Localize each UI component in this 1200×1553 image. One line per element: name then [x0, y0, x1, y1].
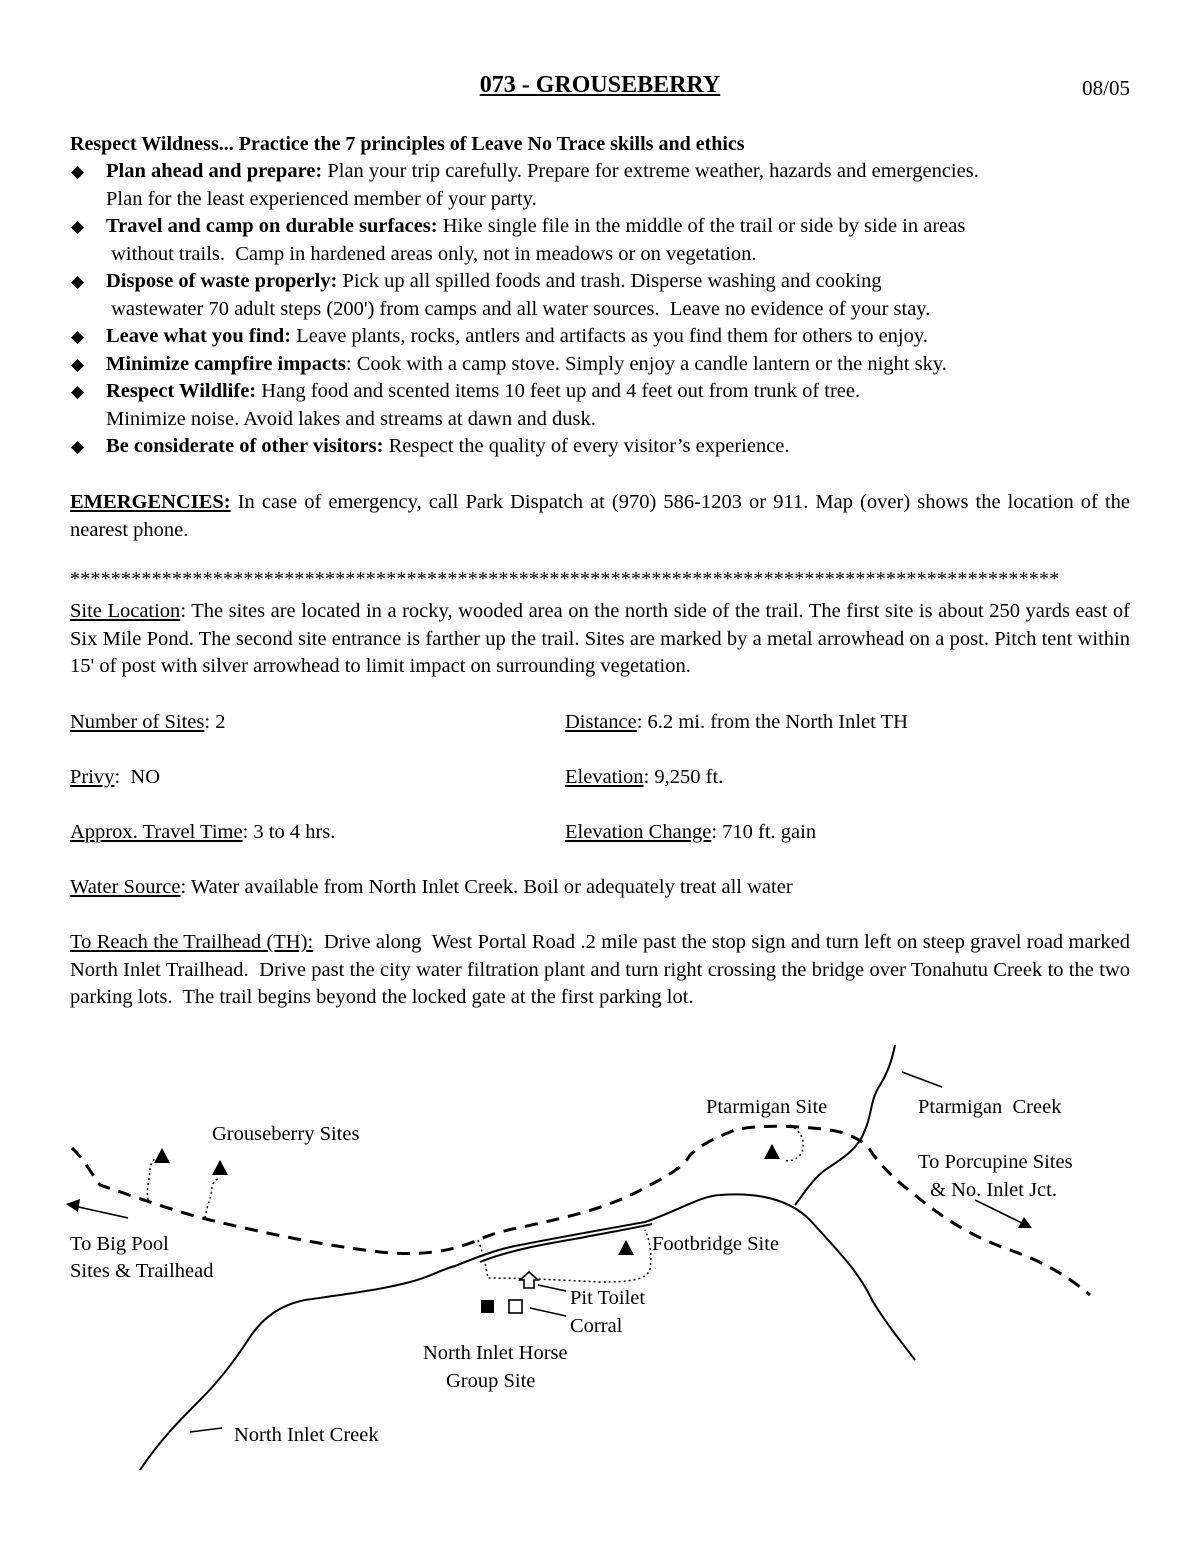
- elevation: [565, 764, 723, 791]
- revision-date: 08/05: [1082, 76, 1130, 100]
- diamond-bullet-icon: ◆: [71, 217, 85, 236]
- principle-text: : Cook with a camp stove. Simply enjoy a candle lantern or the night sky.: [345, 352, 947, 375]
- diamond-bullet-icon: ◆: [71, 272, 85, 291]
- principle-text: Respect the quality of every visitor’s experience.: [383, 435, 790, 457]
- principle-text-continued: Minimize noise. Avoid lakes and streams at dawn and dusk.: [106, 407, 596, 430]
- diamond-bullet-icon: ◆: [71, 327, 85, 346]
- emergencies-text: In case of emergency, call Park Dispatch at (970) 586-1203 or 911. Map (over) shows the location of the nearest phone.: [70, 491, 1130, 541]
- corral-label: Corral: [570, 1315, 623, 1337]
- list-item: [70, 351, 1130, 379]
- list-item: [70, 323, 1130, 351]
- horse-group-spur: [478, 1230, 651, 1282]
- field-value: : 710 ft. gain: [711, 821, 817, 843]
- field-value: : 2: [204, 711, 226, 733]
- corral-square-icon: [509, 1300, 522, 1313]
- water-source: [70, 874, 793, 901]
- principle-text-continued: without trails. Camp in hardened areas only, not in meadows or on vegetation.: [106, 242, 757, 265]
- principle-label: Respect Wildlife:: [106, 380, 257, 402]
- principle-label: Leave what you find:: [106, 325, 292, 347]
- number-of-sites: [70, 709, 225, 736]
- list-item: [70, 433, 1130, 461]
- principle-text: Hike single file in the middle of the trail or side by side in areas: [437, 215, 966, 237]
- pit-toilet-leader: [538, 1285, 566, 1291]
- trailhead-paragraph: [70, 929, 1136, 1012]
- direction-arrow-icon: [975, 1200, 1032, 1228]
- distance: [565, 709, 908, 736]
- emergencies-paragraph: [70, 489, 1130, 544]
- principle-text: Hang food and scented items 10 feet up and 4 feet out from trunk of tree.: [256, 380, 861, 402]
- separator-line: *************************************************************************************************: [70, 568, 1060, 590]
- ptarmigan-site-label: Ptarmigan Site: [706, 1096, 828, 1118]
- field-label: Number of Sites: [70, 711, 205, 733]
- grouseberry-spur-2: [205, 1179, 220, 1218]
- principle-label: Travel and camp on durable surfaces:: [106, 215, 438, 237]
- principle-text-continued: Plan for the least experienced member of your party.: [106, 187, 537, 210]
- campsite-triangle-icon: [154, 1148, 170, 1163]
- footbridge-site-label: Footbridge Site: [652, 1233, 779, 1255]
- big-pool-label: To Big Pool: [70, 1233, 169, 1255]
- principle-label: Be considerate of other visitors:: [106, 435, 384, 457]
- principle-label: Minimize campfire impacts: [106, 352, 346, 375]
- principle-text: Pick up all spilled foods and trash. Disperse washing and cooking: [337, 270, 882, 292]
- trailhead-label: To Reach the Trailhead (TH):: [70, 931, 314, 953]
- list-item: [70, 378, 1130, 433]
- field-label: Distance: [565, 711, 637, 733]
- emergencies-label: EMERGENCIES:: [70, 491, 231, 513]
- site-location-paragraph: [70, 598, 1130, 681]
- grouseberry-sites-label: Grouseberry Sites: [212, 1123, 360, 1145]
- principle-text-continued: wastewater 70 adult steps (200') from camps and all water sources. Leave no evidence of your stay.: [106, 297, 931, 320]
- field-label: Elevation Change: [565, 821, 712, 843]
- group-site-label: Group Site: [446, 1370, 536, 1392]
- direction-arrow-icon: [66, 1199, 128, 1218]
- travel-time: [70, 819, 335, 846]
- field-label: Privy: [70, 766, 115, 788]
- field-value: : Water available from North Inlet Creek. Boil or adequately treat all water: [180, 876, 793, 898]
- porcupine-jct-label: & No. Inlet Jct.: [930, 1179, 1057, 1201]
- grouseberry-spur-1: [147, 1158, 160, 1200]
- ptarmigan-creek-line: [795, 1045, 895, 1205]
- field-label: Water Source: [70, 876, 181, 898]
- pit-toilet-icon: [520, 1272, 538, 1288]
- principle-label: Plan ahead and prepare:: [106, 160, 323, 182]
- horse-group-label: North Inlet Horse: [423, 1342, 568, 1364]
- list-item: [70, 158, 1130, 213]
- porcupine-sites-label: To Porcupine Sites: [918, 1151, 1073, 1173]
- principle-text: Plan your trip carefully. Prepare for extreme weather, hazards and emergencies.: [322, 160, 979, 182]
- diamond-bullet-icon: ◆: [71, 354, 85, 374]
- field-value: : NO: [114, 766, 160, 788]
- ptarmigan-spur: [784, 1125, 803, 1161]
- diamond-bullet-icon: ◆: [71, 162, 85, 181]
- ptarmigan-creek-leader: [902, 1072, 942, 1087]
- elevation-change: [565, 819, 816, 846]
- trailhead-text: Drive along West Portal Road .2 mile past the stop sign and turn left on steep gravel road marked North Inlet Trailhead. Drive past the city water filtration plant and turn right crossing the bridge over Tonahutu Creek to the two parking lots. The trail begins beyond the locked gate at the first parking lot.: [70, 931, 1136, 1008]
- ptarmigan-creek-label: Ptarmigan Creek: [918, 1096, 1062, 1118]
- privy: [70, 764, 160, 791]
- group-site-square-icon: [481, 1300, 494, 1313]
- list-item: [70, 213, 1130, 268]
- leave-no-trace-intro: Respect Wildness... Practice the 7 principles of Leave No Trace skills and ethics: [70, 133, 745, 155]
- field-label: Elevation: [565, 766, 644, 788]
- field-label: Approx. Travel Time: [70, 821, 243, 843]
- diamond-bullet-icon: ◆: [71, 437, 85, 456]
- site-location-label: Site Location: [70, 600, 181, 622]
- big-pool-trailhead-label: Sites & Trailhead: [70, 1260, 214, 1282]
- campsite-triangle-icon: [764, 1144, 780, 1159]
- page-title: 073 - GROUSEBERRY: [479, 72, 721, 98]
- field-value: : 9,250 ft.: [643, 766, 724, 788]
- principle-text: Leave plants, rocks, antlers and artifacts as you find them for others to enjoy.: [291, 325, 928, 347]
- field-value: : 6.2 mi. from the North Inlet TH: [636, 711, 908, 733]
- site-location-text: : The sites are located in a rocky, wooded area on the north side of the trail. The first site is about 250 yards east of Six Mile Pond. The second site entrance is farther up the trail. Sites are marked by a metal arrowhead on a post. Pitch tent within 15' of post with silver arrowhead to limit impact on surrounding vegetation.: [70, 600, 1130, 677]
- campsite-triangle-icon: [618, 1240, 634, 1255]
- north-inlet-creek-leader: [190, 1428, 222, 1432]
- north-inlet-creek-label: North Inlet Creek: [234, 1424, 379, 1446]
- principle-label: Dispose of waste properly:: [106, 270, 338, 292]
- list-item: [70, 268, 1130, 323]
- campsite-triangle-icon: [212, 1160, 228, 1175]
- pit-toilet-label: Pit Toilet: [570, 1287, 646, 1309]
- diamond-bullet-icon: ◆: [71, 382, 85, 401]
- trail-map: [0, 1035, 1200, 1515]
- corral-leader: [530, 1308, 566, 1316]
- field-value: : 3 to 4 hrs.: [242, 821, 336, 843]
- principles-list: [70, 158, 1130, 461]
